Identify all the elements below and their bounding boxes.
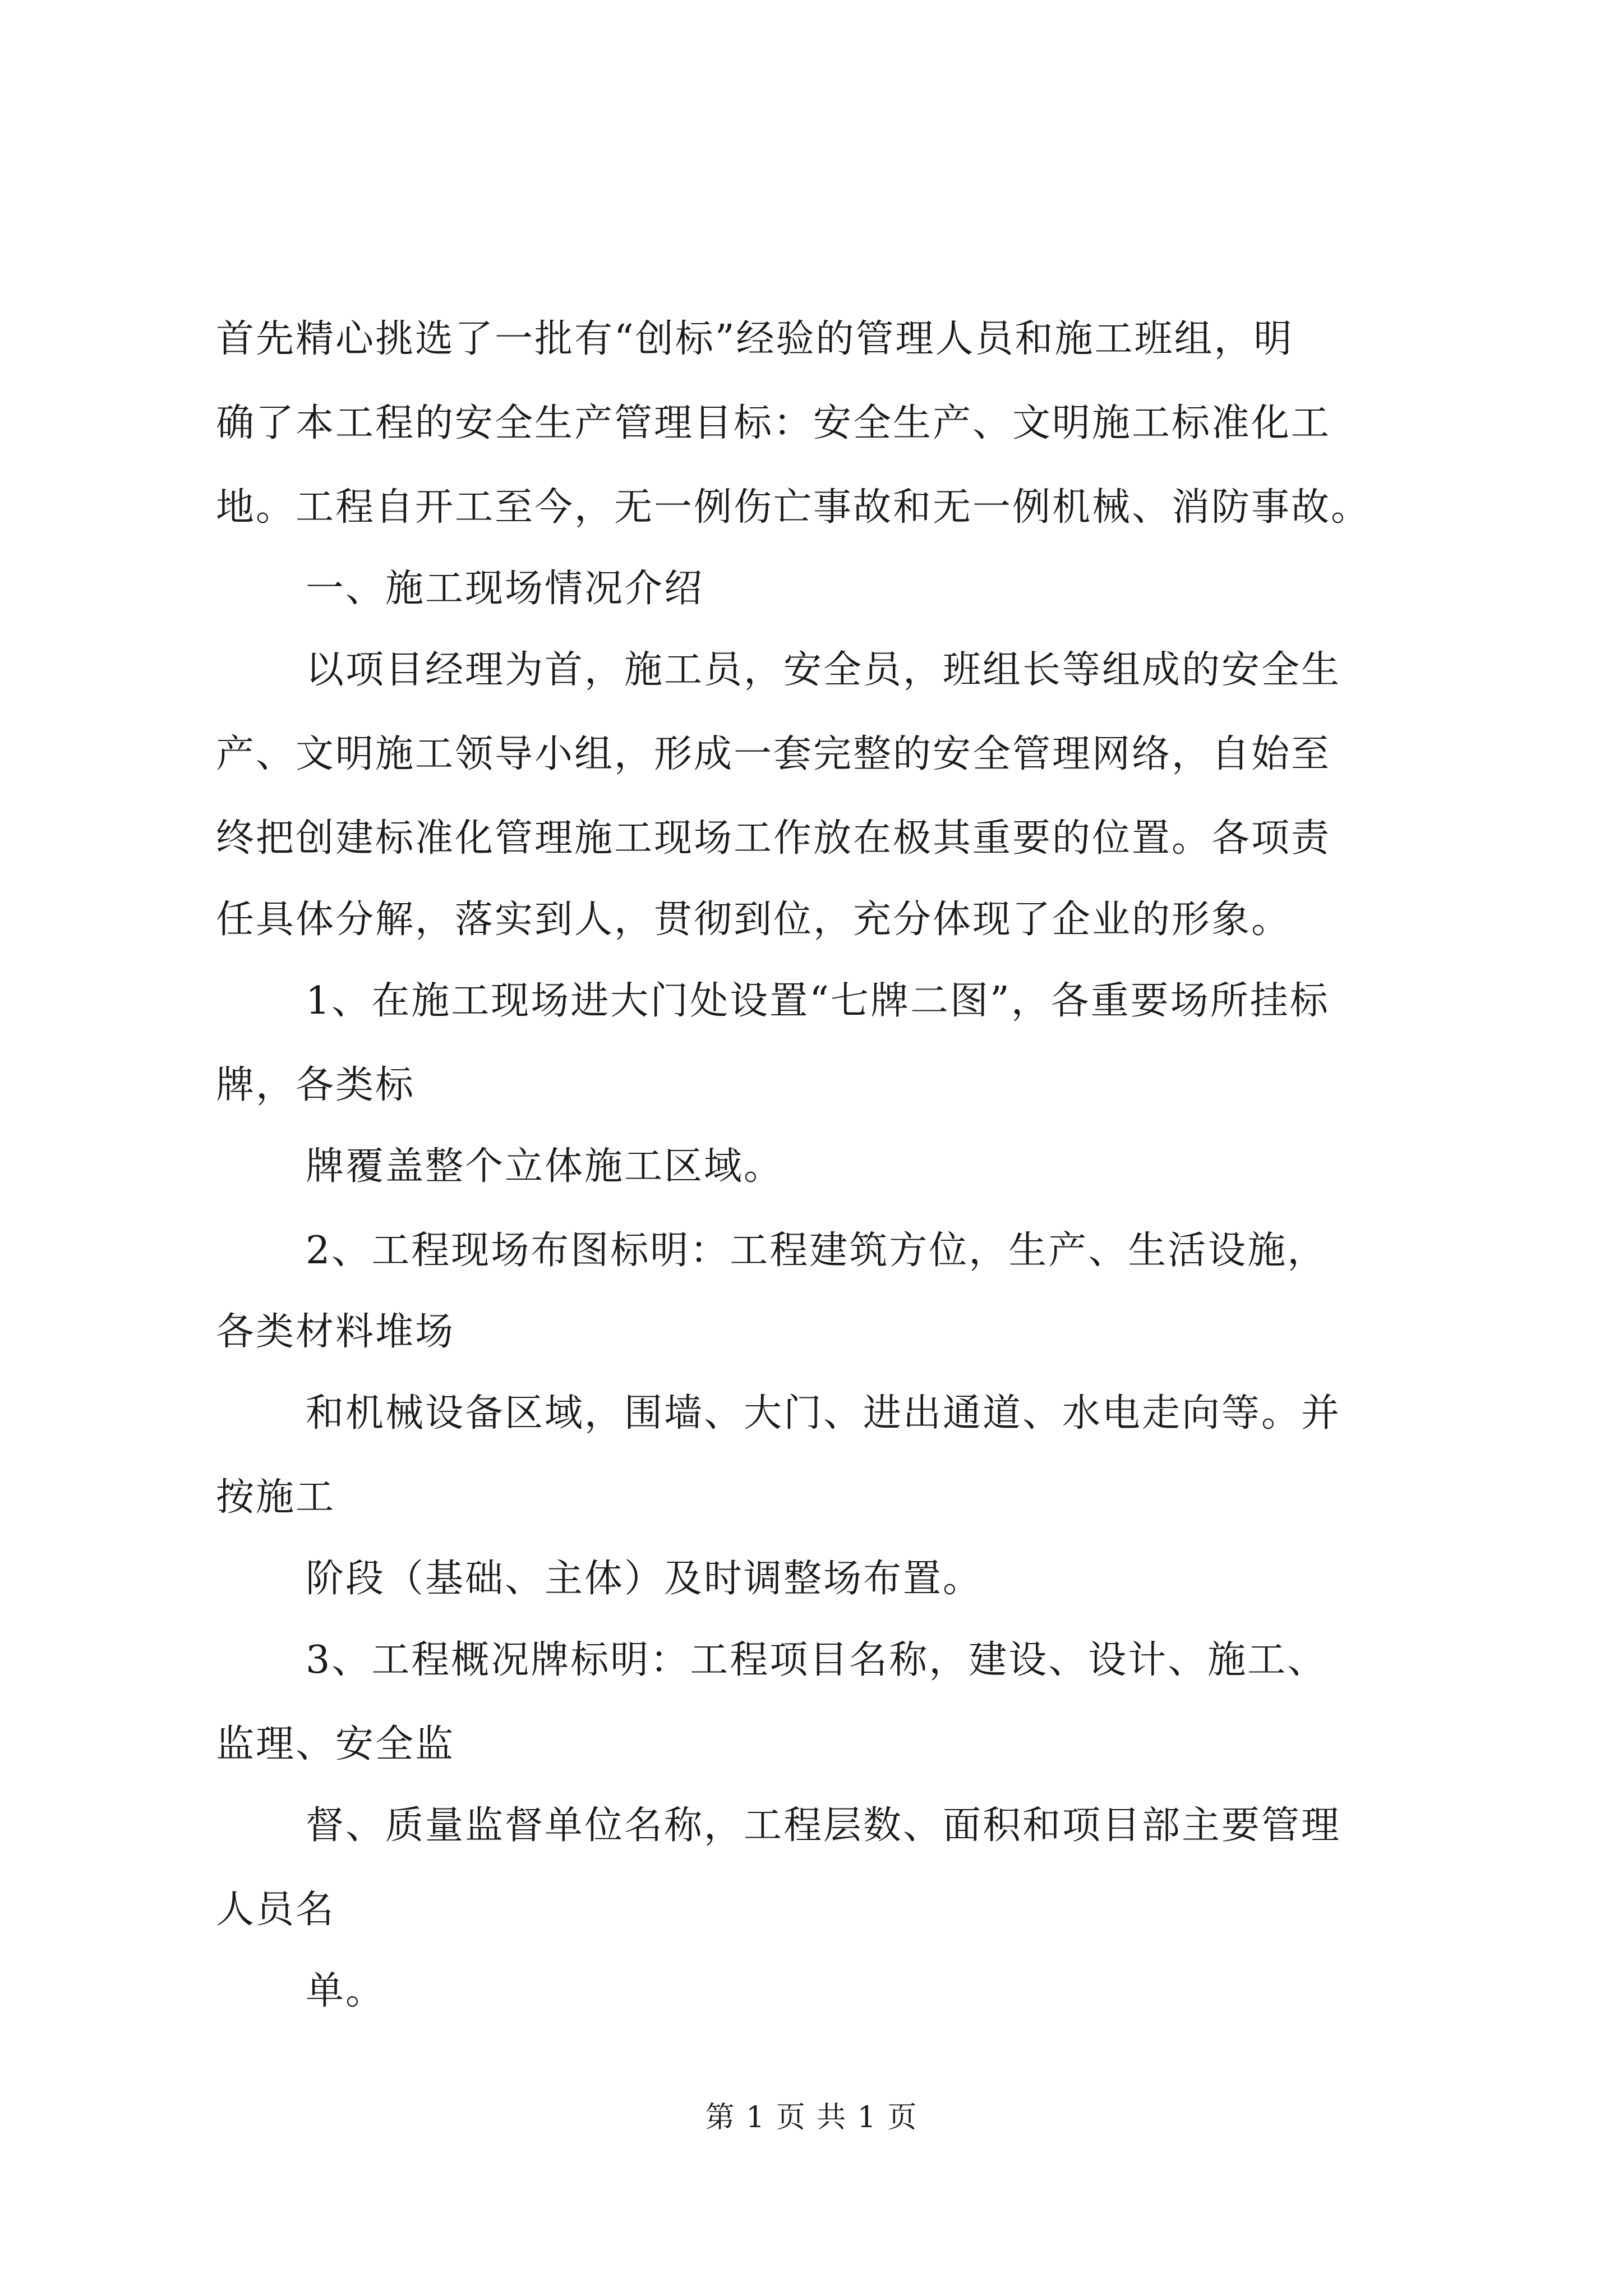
- list-item-line: 督、质量监督单位名称，工程层数、面积和项目部主要管理: [306, 1803, 1341, 1848]
- list-item-line: 3、工程概况牌标明：工程项目名称，建设、设计、施工、: [306, 1638, 1327, 1682]
- list-item-line: 牌覆盖整个立体施工区域。: [306, 1144, 784, 1189]
- paragraph-line: 以项目经理为首，施工员，安全员，班组长等组成的安全生: [306, 648, 1341, 692]
- list-item-line: 阶段（基础、主体）及时调整场布置。: [306, 1557, 983, 1601]
- section-heading: 一、施工现场情况介绍: [306, 567, 704, 611]
- list-item-line: 人员名: [216, 1888, 336, 1932]
- list-item-line: 监理、安全监: [216, 1722, 455, 1766]
- paragraph-line: 任具体分解，落实到人，贯彻到位，充分体现了企业的形象。: [216, 898, 1292, 942]
- paragraph-line: 产、文明施工领导小组，形成一套完整的安全管理网络，自始至: [216, 732, 1331, 776]
- list-item-line: 按施工: [216, 1475, 336, 1520]
- list-item-line: 各类材料堆场: [216, 1310, 455, 1354]
- list-item-line: 牌，各类标: [216, 1063, 416, 1107]
- page-number-footer: 第 1 页 共 1 页: [705, 2101, 918, 2134]
- list-item-line: 2、工程现场布图标明：工程建筑方位，生产、生活设施，: [306, 1228, 1327, 1273]
- list-item-line: 1、在施工现场进大门处设置“七牌二图”，各重要场所挂标: [306, 979, 1330, 1023]
- paragraph-line: 终把创建标准化管理施工现场工作放在极其重要的位置。各项责: [216, 816, 1331, 861]
- paragraph-line: 首先精心挑选了一批有“创标”经验的管理人员和施工班组，明: [216, 317, 1294, 361]
- paragraph-line: 地。工程自开工至今，无一例伤亡事故和无一例机械、消防事故。: [216, 485, 1371, 530]
- paragraph-line: 确了本工程的安全生产管理目标：安全生产、文明施工标准化工: [216, 401, 1331, 445]
- list-item-line: 单。: [306, 1969, 386, 2013]
- list-item-line: 和机械设备区域，围墙、大门、进出通道、水电走向等。并: [306, 1391, 1341, 1435]
